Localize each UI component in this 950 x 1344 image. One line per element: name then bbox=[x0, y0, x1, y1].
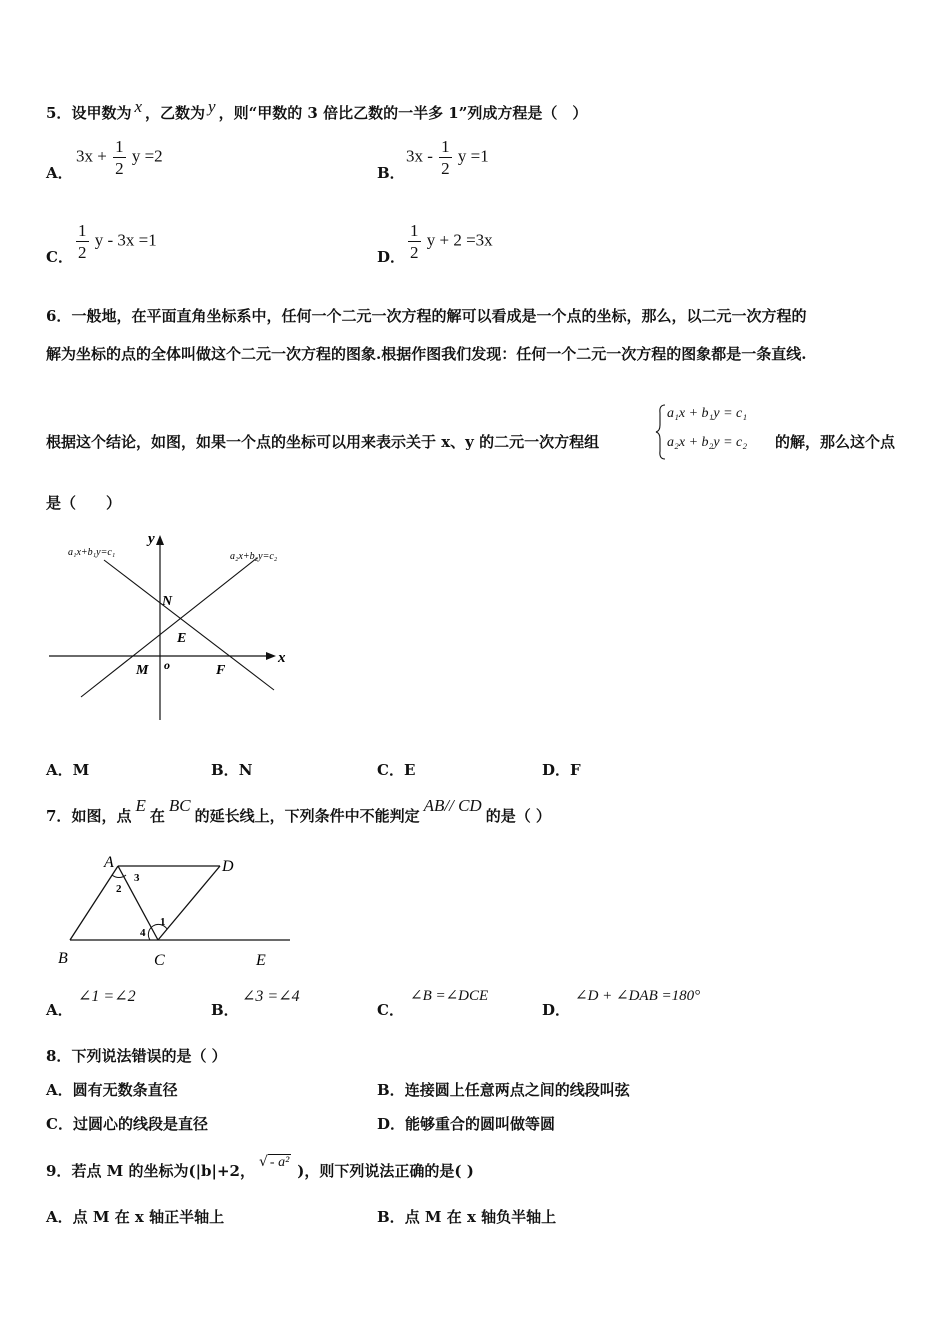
q5-option-b-post: y =1 bbox=[457, 146, 489, 166]
vertex-d-label: D bbox=[222, 858, 234, 875]
q6-option-b[interactable] bbox=[211, 759, 252, 780]
vertex-b-label: B bbox=[58, 950, 68, 967]
q8-option-a-label: A． bbox=[46, 1081, 73, 1099]
q8-option-c-text: 过圆心的线段是直径 bbox=[72, 1115, 208, 1133]
fraction-denominator: 2 bbox=[115, 159, 124, 178]
fraction-numerator: 1 bbox=[410, 221, 419, 240]
q9-option-b-text: 点 M 在 x 轴负半轴上 bbox=[404, 1208, 557, 1226]
q9-text-b: )，则下列说法正确的是( ) bbox=[297, 1162, 474, 1180]
q7-option-b-label[interactable]: B． bbox=[211, 1001, 239, 1019]
fraction-denominator: 2 bbox=[410, 243, 419, 262]
q6-option-c-text: E bbox=[403, 761, 416, 779]
q7-option-d-label[interactable]: D． bbox=[542, 1001, 571, 1019]
q7-text-c: 的延长线上，下列条件中不能判定 bbox=[194, 807, 420, 825]
q9-radicand: - a² bbox=[269, 1155, 290, 1170]
q6-line-3a: 根据这个结论，如图，如果一个点的坐标可以用来表示关于 x、y 的二元一次方程组 bbox=[46, 433, 600, 451]
q6-option-d-label: D． bbox=[542, 761, 571, 779]
q7-option-d-text[interactable]: ∠D + ∠DAB =180° bbox=[575, 988, 701, 1004]
origin-label: o bbox=[164, 658, 170, 672]
point-m-label: M bbox=[136, 663, 149, 678]
q7-number: 7． bbox=[46, 807, 72, 825]
q6-number: 6． bbox=[46, 307, 72, 325]
fraction-numerator: 1 bbox=[115, 137, 124, 156]
q6-option-c[interactable] bbox=[377, 759, 415, 780]
q5-option-b-fraction bbox=[439, 138, 452, 177]
q5-option-a-pre: 3x + bbox=[76, 146, 107, 166]
square-root-icon: √ bbox=[259, 1154, 268, 1170]
q7-figure bbox=[50, 845, 300, 970]
vertex-a-label: A bbox=[104, 854, 114, 871]
q8-option-b-text: 连接圆上任意两点之间的线段叫弦 bbox=[404, 1081, 630, 1099]
q6-system-eq-2: a₂x + b₂y = c₂ bbox=[667, 435, 748, 450]
q7-option-a-label[interactable]: A． bbox=[46, 1001, 73, 1019]
y-axis-label: y bbox=[148, 531, 155, 547]
q9-option-a-label: A． bbox=[46, 1208, 73, 1226]
q5-option-d-label[interactable]: D． bbox=[377, 248, 406, 266]
brace-icon bbox=[655, 403, 667, 461]
q5-option-a-fraction bbox=[113, 138, 126, 177]
q5-option-d-post: y + 2 =3x bbox=[426, 230, 493, 250]
q9-option-a[interactable] bbox=[46, 1206, 224, 1227]
q8-option-d-label: D． bbox=[377, 1115, 406, 1133]
q6-option-a-label: A． bbox=[46, 761, 73, 779]
q6-equation-system bbox=[655, 403, 773, 461]
q5-text-c: ，则“甲数的 3 倍比乙数的一半多 1”列成方程是（ ） bbox=[218, 104, 588, 122]
q5-option-b-pre: 3x - bbox=[406, 146, 433, 166]
q5-option-c-formula[interactable] bbox=[74, 222, 157, 261]
q9-number: 9． bbox=[46, 1162, 72, 1180]
angle-1-label: 1 bbox=[160, 916, 166, 928]
q5-option-a-label[interactable]: A． bbox=[46, 164, 73, 182]
q7-option-c-label[interactable]: C． bbox=[377, 1001, 404, 1019]
q6-line-1-text: 一般地，在平面直角坐标系中，任何一个二元一次方程的解可以看成是一个点的坐标，那么，以二元一次方程的 bbox=[71, 307, 807, 325]
q5-option-c-fraction bbox=[76, 222, 89, 261]
line-2 bbox=[81, 558, 257, 697]
q7-text-a: 如图，点 bbox=[71, 807, 132, 825]
q7-text-b: 在 bbox=[149, 807, 165, 825]
point-f-label: F bbox=[216, 663, 226, 678]
line-1 bbox=[104, 560, 274, 690]
q8-option-d[interactable] bbox=[377, 1113, 555, 1134]
fraction-denominator: 2 bbox=[441, 159, 450, 178]
q6-option-c-label: C． bbox=[377, 761, 404, 779]
y-axis-arrow-icon bbox=[156, 535, 164, 545]
q5-option-c-label[interactable]: C． bbox=[46, 248, 73, 266]
segment-ab bbox=[70, 866, 118, 940]
q8-number: 8． bbox=[46, 1047, 72, 1065]
q6-figure bbox=[44, 525, 304, 725]
q8-option-d-text: 能够重合的圆叫做等圆 bbox=[405, 1115, 556, 1133]
q7-parallel-ab-cd: AB// CD bbox=[423, 796, 482, 815]
point-e-label: E bbox=[177, 631, 187, 646]
q8-stem bbox=[46, 1045, 227, 1066]
q6-line-2: 解为坐标的点的全体叫做这个二元一次方程的图象.根据作图我们发现：任何一个二元一次方程的图象都是一条直线. bbox=[46, 345, 807, 363]
point-n-label: N bbox=[162, 594, 173, 609]
q5-option-b-label[interactable]: B． bbox=[377, 164, 405, 182]
fraction-denominator: 2 bbox=[78, 243, 87, 262]
q6-option-b-text: N bbox=[238, 761, 253, 779]
q5-var-x: x bbox=[134, 97, 142, 116]
q6-option-d[interactable] bbox=[542, 759, 581, 780]
q7-point-e: E bbox=[135, 796, 146, 815]
q9-option-a-text: 点 M 在 x 轴正半轴上 bbox=[72, 1208, 225, 1226]
q5-option-a-post: y =2 bbox=[131, 146, 163, 166]
q6-option-d-text: F bbox=[570, 761, 581, 779]
x-axis-label: x bbox=[278, 650, 286, 666]
q7-option-a-text[interactable]: ∠1 =∠2 bbox=[78, 988, 136, 1005]
q7-text-d: 的是（ ） bbox=[485, 807, 551, 825]
q6-system-eq-1: a₁x + b₁y = c₁ bbox=[667, 406, 748, 421]
q9-option-b-label: B． bbox=[377, 1208, 405, 1226]
q8-option-a[interactable] bbox=[46, 1079, 178, 1100]
q9-radical bbox=[259, 1152, 291, 1171]
q5-option-d-formula[interactable] bbox=[406, 222, 493, 261]
vertex-e-label: E bbox=[256, 952, 266, 969]
segment-dc bbox=[158, 866, 220, 940]
q5-option-a-formula[interactable] bbox=[76, 138, 163, 177]
q5-var-y: y bbox=[208, 97, 216, 116]
q6-option-b-label: B． bbox=[211, 761, 239, 779]
q9-stem bbox=[46, 1154, 474, 1181]
x-axis-arrow-icon bbox=[266, 652, 276, 660]
angle-4-label: 4 bbox=[140, 927, 146, 939]
q7-segment-bc: BC bbox=[168, 796, 191, 815]
q7-option-b-text[interactable]: ∠3 =∠4 bbox=[242, 988, 300, 1005]
angle-2-label: 2 bbox=[116, 883, 122, 895]
q8-option-c[interactable] bbox=[46, 1113, 208, 1134]
q7-option-c-text[interactable]: ∠B =∠DCE bbox=[410, 988, 489, 1004]
angle-3-label: 3 bbox=[134, 872, 140, 884]
q6-line-3b: 的解，那么这个点 bbox=[775, 433, 896, 451]
q8-text: 下列说法错误的是（ ） bbox=[71, 1047, 227, 1065]
q9-text-a: 若点 M 的坐标为(|b|+2， bbox=[71, 1162, 255, 1180]
q6-line-1 bbox=[46, 305, 806, 326]
q9-option-b[interactable] bbox=[377, 1206, 556, 1227]
q8-option-b[interactable] bbox=[377, 1079, 630, 1100]
q6-option-a-text: M bbox=[72, 761, 90, 779]
q8-option-a-text: 圆有无数条直径 bbox=[72, 1081, 178, 1099]
vertex-c-label: C bbox=[154, 952, 165, 969]
fraction-numerator: 1 bbox=[441, 137, 450, 156]
q5-text-a: 设甲数为 bbox=[71, 104, 132, 122]
q5-option-d-fraction bbox=[408, 222, 421, 261]
q7-stem bbox=[46, 796, 551, 826]
q6-line-4: 是（ ） bbox=[46, 494, 122, 512]
line-2-label: a₂x+b₂y=c₂ bbox=[230, 551, 278, 562]
q5-text-b: ，乙数为 bbox=[145, 104, 206, 122]
q5-option-c-post: y - 3x =1 bbox=[94, 230, 157, 250]
q8-option-c-label: C． bbox=[46, 1115, 73, 1133]
q8-option-b-label: B． bbox=[377, 1081, 405, 1099]
q5-stem bbox=[46, 97, 588, 123]
line-1-label: a₁x+b₁y=c₁ bbox=[68, 547, 116, 558]
q5-option-b-formula[interactable] bbox=[406, 138, 489, 177]
q5-number: 5． bbox=[46, 104, 72, 122]
fraction-numerator: 1 bbox=[78, 221, 87, 240]
q6-option-a[interactable] bbox=[46, 759, 89, 780]
